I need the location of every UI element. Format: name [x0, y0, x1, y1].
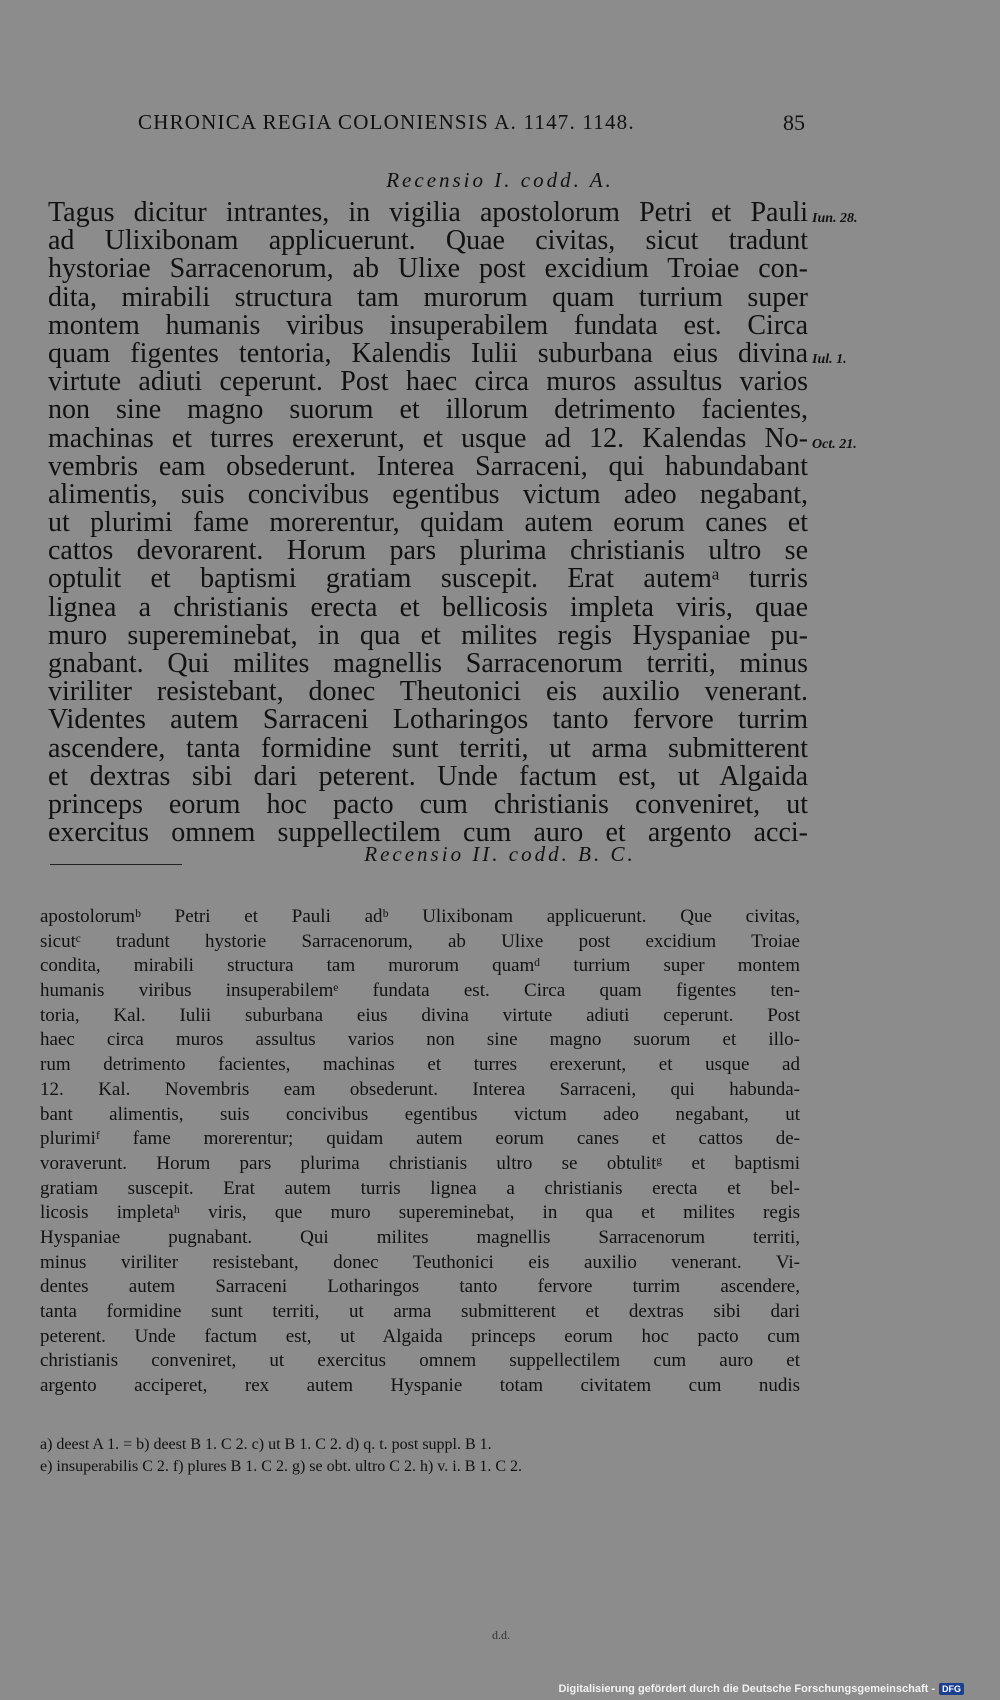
text-line: christianis conveniret, ut exercitus omnem suppellectilem cum auro et — [40, 1350, 800, 1372]
text-line: 12. Kal. Novembris eam obsederunt. Interea Sarraceni, qui habunda- — [40, 1078, 800, 1100]
text-line: haec circa muros assultus varios non sine magno suorum et illo- — [40, 1029, 800, 1051]
recension-2-text — [40, 905, 800, 1399]
text-line: Videntes autem Sarraceni Lotharingos tanto fervore turrim — [48, 704, 808, 736]
text-line: dentes autem Sarraceni Lotharingos tanto fervore turrim ascendere, — [40, 1276, 800, 1298]
text-line: condita, mirabili structura tam murorum quamᵈ turrium super montem — [40, 955, 800, 977]
text-line: princeps eorum hoc pacto cum christianis conveniret, ut — [48, 788, 808, 820]
text-line: licosis impletaʰ viris, que muro supereminebat, in qua et milites regis — [40, 1202, 800, 1224]
text-line: minus viriliter resistebant, donec Teuthonici eis auxilio venerant. Vi- — [40, 1251, 800, 1273]
text-line: exercitus omnem suppellectilem cum auro et argento acci- — [48, 817, 808, 849]
page-mark: d.d. — [492, 1628, 510, 1642]
text-line: ascendere, tanta formidine sunt territi, ut arma submitterent — [48, 732, 808, 764]
text-line: sicutᶜ tradunt hystorie Sarracenorum, ab Ulixe post excidium Troiae — [40, 930, 800, 952]
text-line: muro supereminebat, in qua et milites regis Hyspaniae pu- — [48, 619, 808, 651]
dfg-logo-icon: DFG — [939, 1683, 964, 1695]
recension-1-text — [48, 199, 808, 847]
text-line: montem humanis viribus insuperabilem fundata est. Circa — [48, 309, 808, 341]
text-line: Hyspaniae pugnabant. Qui milites magnellis Sarracenorum territi, — [40, 1226, 800, 1248]
text-line: non sine magno suorum et illorum detrimento facientes, — [48, 394, 808, 426]
footnotes — [40, 1434, 800, 1478]
running-head-title: CHRONICA REGIA COLONIENSIS A. 1147. 1148. — [138, 110, 635, 134]
footnote-line: e) insuperabilis C 2. f) plures B 1. C 2. g) se obt. ultro C 2. h) v. i. B 1. C 2. — [40, 1458, 523, 1475]
text-line: gnabant. Qui milites magnellis Sarracenorum territi, minus — [48, 648, 808, 679]
text-line: toria, Kal. Iulii suburbana eius divina virtute adiuti ceperunt. Post — [40, 1004, 800, 1026]
text-line: virtute adiuti ceperunt. Post haec circa muros assultus varios — [48, 366, 808, 398]
text-line: dita, mirabili structura tam murorum quam turrium super — [48, 281, 808, 313]
text-line: argento acciperet, rex autem Hyspanie totam civitatem cum nudis — [40, 1375, 800, 1397]
text-line: plurimiᶠ fame morerentur; quidam autem eorum canes et cattos de- — [40, 1128, 800, 1150]
text-line: humanis viribus insuperabilemᵉ fundata est. Circa quam figentes ten- — [40, 980, 800, 1002]
margin-date: Iul. 1. — [812, 352, 847, 367]
text-line: Tagus dicitur intrantes, in vigilia apostolorum Petri et Pauli — [48, 197, 808, 228]
text-line: hystoriae Sarracenorum, ab Ulixe post excidium Troiae con- — [48, 253, 808, 285]
text-line: cattos devorarent. Horum pars plurima christianis ultro se — [48, 535, 808, 567]
text-line: ut plurimi fame morerentur, quidam autem eorum canes et — [48, 507, 808, 539]
text-line: et dextras sibi dari peterent. Unde factum est, ut Algaida — [48, 760, 808, 792]
text-line: rum detrimento facientes, machinas et turres erexerunt, et usque ad — [40, 1054, 800, 1076]
text-line: gratiam suscepit. Erat autem turris lignea a christianis erecta et bel- — [40, 1177, 800, 1199]
recension-1-heading: Recensio I. codd. A. — [386, 168, 614, 192]
text-line: viriliter resistebant, donec Theutonici eis auxilio venerant. — [48, 676, 808, 708]
text-line: quam figentes tentoria, Kalendis Iulii suburbana eius divina — [48, 337, 808, 369]
recension-2-heading: Recensio II. codd. B. C. — [364, 842, 636, 866]
text-line: lignea a christianis erecta et bellicosis impleta viris, quae — [48, 591, 808, 623]
text-line: tanta formidine sunt territi, ut arma submitterent et dextras sibi dari — [40, 1301, 800, 1322]
text-line: alimentis, suis concivibus egentibus victum adeo negabant, — [48, 478, 808, 510]
text-line: voraverunt. Horum pars plurima christianis ultro se obtulitᵍ et baptismi — [40, 1152, 800, 1174]
digitization-credit — [558, 1681, 964, 1697]
page-number: 85 — [783, 110, 805, 135]
text-line: bant alimentis, suis concivibus egentibus victum adeo negabant, ut — [40, 1103, 800, 1125]
text-line: machinas et turres erexerunt, et usque ad 12. Kalendas No- — [48, 422, 808, 454]
margin-date: Oct. 21. — [812, 437, 857, 452]
text-line: optulit et baptismi gratiam suscepit. Erat autemᵃ turris — [48, 563, 808, 595]
margin-date: Iun. 28. — [812, 211, 858, 226]
text-line: ad Ulixibonam applicuerunt. Quae civitas, sicut tradunt — [48, 225, 808, 257]
text-line: vembris eam obsederunt. Interea Sarraceni, qui habundabant — [48, 450, 808, 482]
footnote-line: a) deest A 1. = b) deest B 1. C 2. c) ut B 1. C 2. d) q. t. post suppl. B 1. — [40, 1436, 492, 1453]
text-line: apostolorumᵇ Petri et Pauli adᵇ Ulixibonam applicuerunt. Que civitas, — [40, 906, 800, 927]
text-line: peterent. Unde factum est, ut Algaida princeps eorum hoc pacto cum — [40, 1325, 800, 1347]
credit-text: Digitalisierung gefördert durch die Deutsche Forschungsgemeinschaft - — [558, 1683, 935, 1695]
